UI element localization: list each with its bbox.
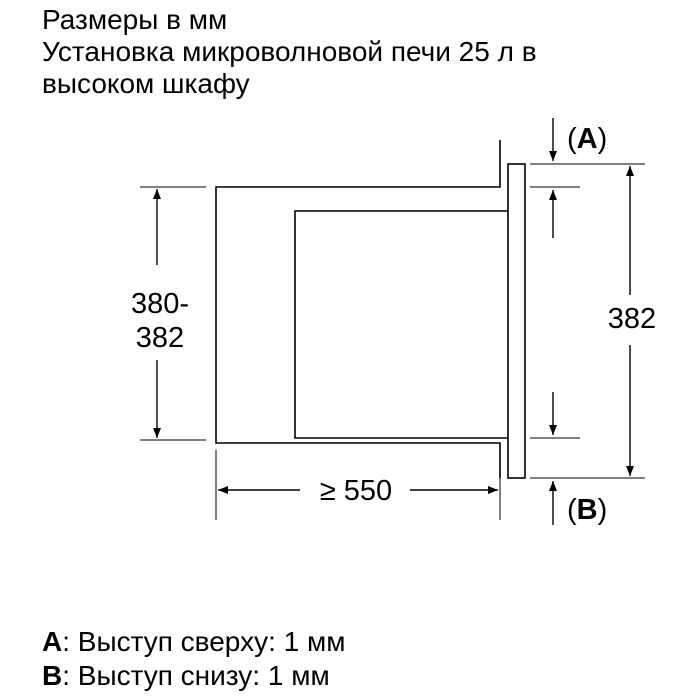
cabinet-niche-outline xyxy=(216,140,500,478)
projection-b-label: (B) xyxy=(567,494,608,526)
depth-label: ≥ 550 xyxy=(319,475,393,507)
legend xyxy=(42,625,345,693)
legend-item-a xyxy=(42,625,345,659)
niche-height-label-top: 380- xyxy=(130,288,190,320)
legend-key-a: A xyxy=(42,626,63,657)
legend-text-a: : Выступ сверху: 1 мм xyxy=(62,626,346,657)
front-height-label: 382 xyxy=(607,303,657,335)
microwave-body xyxy=(295,211,508,438)
projection-a-label: (A) xyxy=(567,123,608,155)
title-line-description-cont: высоком шкафу xyxy=(42,68,250,99)
legend-key-b: B xyxy=(42,660,63,691)
title-line-description: Установка микроволновой печи 25 л в xyxy=(42,36,537,67)
legend-item-b xyxy=(42,659,345,693)
niche-height-label-bottom: 382 xyxy=(135,322,185,354)
microwave-front-panel xyxy=(508,164,525,478)
title-line-units: Размеры в мм xyxy=(42,4,228,35)
legend-text-b: : Выступ снизу: 1 мм xyxy=(62,660,330,691)
